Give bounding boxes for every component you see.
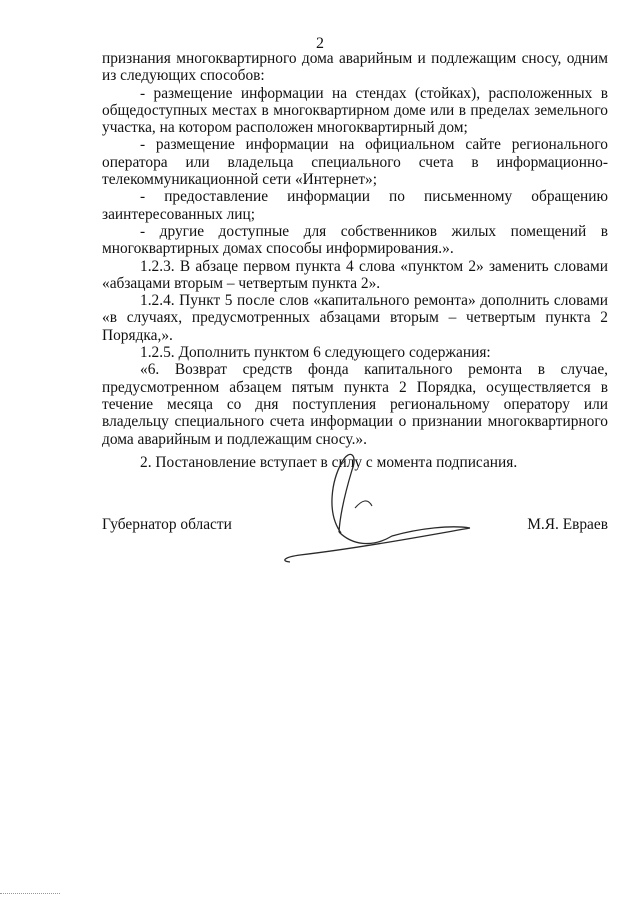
paragraph-continuation: признания многоквартирного дома аварийным и подлежащим сносу, одним из следующих способов:: [102, 50, 608, 85]
page-number: 2: [316, 35, 324, 52]
page-edge-mark: [0, 893, 60, 896]
position-title: Губернатор области: [102, 516, 232, 533]
clause-1-2-4: 1.2.4. Пункт 5 после слов «капитального ремонта» дополнить словами «в случаях, предусмотренных абзацами вторым – четвертым пункта 2 Порядка,».: [102, 292, 608, 344]
list-item-request: - предоставление информации по письменному обращению заинтересованных лиц;: [102, 188, 608, 223]
list-item-other: - другие доступные для собственников жилых помещений в многоквартирных домах способы информирования.».: [102, 222, 608, 258]
clause-1-2-3: 1.2.3. В абзаце первом пункта 4 слова «пунктом 2» заменить словами «абзацами вторым – четвертым пункта 2».: [102, 257, 608, 292]
signer-name: М.Я. Евраев: [527, 516, 608, 533]
clause-1-2-5: 1.2.5. Дополнить пунктом 6 следующего содержания:: [140, 344, 491, 362]
clause-6-text: «6. Возврат средств фонда капитального ремонта в случае, предусмотренном абзацем пятым пункта 2 Порядка, осуществляется в течение месяца со дня поступления региональному оператору или владельцу специального счета информации о признании многоквартирного дома аварийным и подлежащим сносу.».: [102, 361, 608, 448]
list-item-stands: - размещение информации на стендах (стойках), расположенных в общедоступных местах в многоквартирном доме или в пределах земельного участка, на котором расположен многоквартирный дом;: [102, 84, 608, 137]
clause-2-effective: 2. Постановление вступает в силу с момента подписания.: [140, 453, 518, 471]
list-item-website: - размещение информации на официальном сайте регионального оператора или владельца специального счета в информационно-телекоммуникационной сети «Интернет»;: [102, 136, 608, 189]
